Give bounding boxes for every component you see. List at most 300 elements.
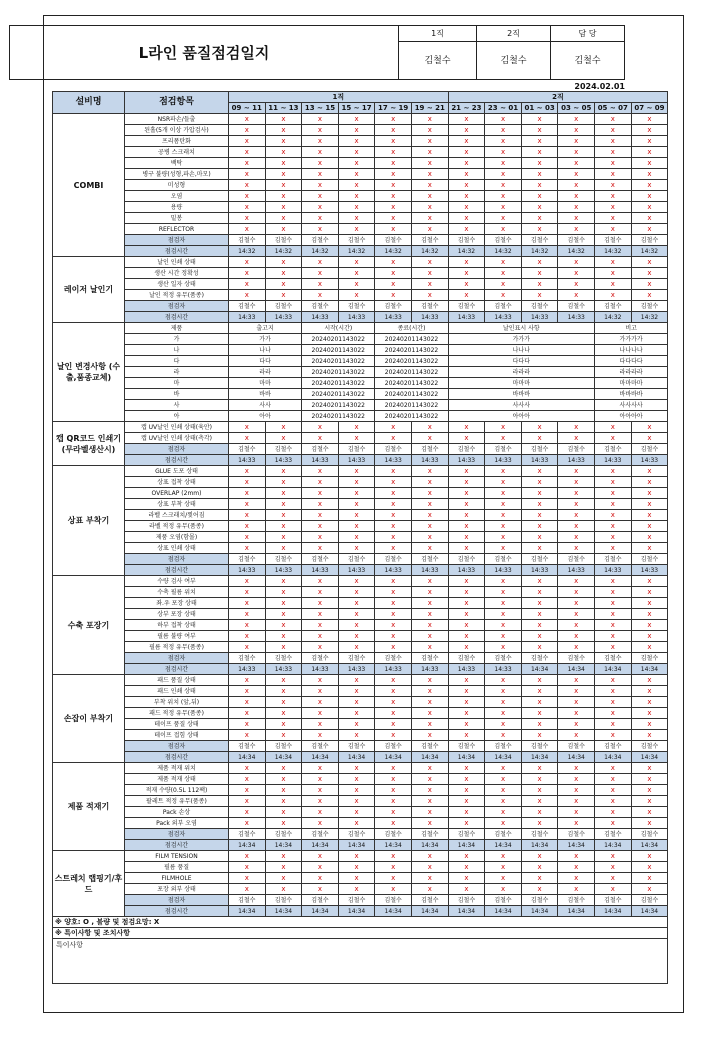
check-mark[interactable]: x [558, 697, 595, 708]
check-mark[interactable]: x [595, 620, 632, 631]
remarks-field[interactable]: 특이사항 [53, 939, 668, 984]
check-mark[interactable]: x [631, 708, 668, 719]
check-mark[interactable]: x [631, 543, 668, 554]
check-mark[interactable]: x [302, 279, 339, 290]
check-mark[interactable]: x [265, 257, 302, 268]
check-mark[interactable]: x [338, 598, 375, 609]
check-mark[interactable]: x [411, 147, 448, 158]
check-mark[interactable]: x [448, 675, 485, 686]
check-mark[interactable]: x [375, 477, 412, 488]
check-mark[interactable]: x [229, 730, 266, 741]
check-mark[interactable]: x [448, 224, 485, 235]
check-mark[interactable]: x [521, 202, 558, 213]
check-mark[interactable]: x [631, 213, 668, 224]
check-mark[interactable]: x [595, 147, 632, 158]
check-mark[interactable]: x [595, 532, 632, 543]
check-mark[interactable]: x [411, 477, 448, 488]
check-mark[interactable]: x [229, 609, 266, 620]
check-mark[interactable]: x [338, 785, 375, 796]
check-mark[interactable]: x [485, 521, 522, 532]
check-mark[interactable]: x [338, 642, 375, 653]
check-mark[interactable]: x [302, 708, 339, 719]
check-mark[interactable]: x [558, 114, 595, 125]
check-mark[interactable]: x [338, 873, 375, 884]
check-mark[interactable]: x [265, 510, 302, 521]
check-mark[interactable]: x [229, 532, 266, 543]
check-mark[interactable]: x [302, 224, 339, 235]
check-mark[interactable]: x [302, 785, 339, 796]
check-mark[interactable]: x [558, 169, 595, 180]
check-mark[interactable]: x [338, 686, 375, 697]
check-mark[interactable]: x [375, 499, 412, 510]
check-mark[interactable]: x [338, 719, 375, 730]
check-mark[interactable]: x [448, 818, 485, 829]
check-mark[interactable]: x [229, 180, 266, 191]
check-mark[interactable]: x [448, 521, 485, 532]
check-mark[interactable]: x [229, 499, 266, 510]
check-mark[interactable]: x [558, 675, 595, 686]
check-mark[interactable]: x [229, 642, 266, 653]
check-mark[interactable]: x [448, 488, 485, 499]
check-mark[interactable]: x [558, 686, 595, 697]
check-mark[interactable]: x [448, 532, 485, 543]
check-mark[interactable]: x [265, 477, 302, 488]
check-mark[interactable]: x [558, 477, 595, 488]
check-mark[interactable]: x [375, 708, 412, 719]
check-mark[interactable]: x [521, 125, 558, 136]
check-mark[interactable]: x [229, 158, 266, 169]
check-mark[interactable]: x [411, 708, 448, 719]
check-mark[interactable]: x [558, 202, 595, 213]
check-mark[interactable]: x [411, 279, 448, 290]
check-mark[interactable]: x [521, 169, 558, 180]
check-mark[interactable]: x [448, 730, 485, 741]
check-mark[interactable]: x [595, 433, 632, 444]
check-mark[interactable]: x [265, 268, 302, 279]
check-mark[interactable]: x [265, 169, 302, 180]
check-mark[interactable]: x [595, 466, 632, 477]
check-mark[interactable]: x [521, 268, 558, 279]
check-mark[interactable]: x [631, 763, 668, 774]
check-mark[interactable]: x [521, 818, 558, 829]
check-mark[interactable]: x [375, 202, 412, 213]
check-mark[interactable]: x [265, 884, 302, 895]
check-mark[interactable]: x [302, 191, 339, 202]
check-mark[interactable]: x [485, 169, 522, 180]
check-mark[interactable]: x [375, 862, 412, 873]
check-mark[interactable]: x [558, 466, 595, 477]
check-mark[interactable]: x [338, 818, 375, 829]
check-mark[interactable]: x [485, 290, 522, 301]
check-mark[interactable]: x [521, 620, 558, 631]
check-mark[interactable]: x [338, 147, 375, 158]
check-mark[interactable]: x [302, 620, 339, 631]
check-mark[interactable]: x [595, 763, 632, 774]
check-mark[interactable]: x [375, 796, 412, 807]
check-mark[interactable]: x [302, 257, 339, 268]
check-mark[interactable]: x [558, 609, 595, 620]
check-mark[interactable]: x [375, 136, 412, 147]
check-mark[interactable]: x [229, 686, 266, 697]
check-mark[interactable]: x [375, 290, 412, 301]
check-mark[interactable]: x [558, 158, 595, 169]
check-mark[interactable]: x [338, 631, 375, 642]
check-mark[interactable]: x [485, 587, 522, 598]
check-mark[interactable]: x [485, 609, 522, 620]
check-mark[interactable]: x [631, 785, 668, 796]
check-mark[interactable]: x [595, 708, 632, 719]
check-mark[interactable]: x [338, 213, 375, 224]
check-mark[interactable]: x [595, 697, 632, 708]
check-mark[interactable]: x [302, 180, 339, 191]
check-mark[interactable]: x [338, 488, 375, 499]
check-mark[interactable]: x [338, 477, 375, 488]
check-mark[interactable]: x [375, 851, 412, 862]
check-mark[interactable]: x [338, 158, 375, 169]
check-mark[interactable]: x [448, 169, 485, 180]
check-mark[interactable]: x [229, 521, 266, 532]
check-mark[interactable]: x [485, 488, 522, 499]
check-mark[interactable]: x [302, 543, 339, 554]
check-mark[interactable]: x [375, 620, 412, 631]
check-mark[interactable]: x [521, 433, 558, 444]
check-mark[interactable]: x [375, 169, 412, 180]
check-mark[interactable]: x [631, 202, 668, 213]
check-mark[interactable]: x [631, 686, 668, 697]
check-mark[interactable]: x [229, 851, 266, 862]
check-mark[interactable]: x [229, 543, 266, 554]
check-mark[interactable]: x [265, 488, 302, 499]
check-mark[interactable]: x [558, 532, 595, 543]
check-mark[interactable]: x [595, 807, 632, 818]
check-mark[interactable]: x [485, 499, 522, 510]
check-mark[interactable]: x [595, 785, 632, 796]
check-mark[interactable]: x [375, 598, 412, 609]
check-mark[interactable]: x [375, 279, 412, 290]
check-mark[interactable]: x [448, 499, 485, 510]
check-mark[interactable]: x [521, 257, 558, 268]
check-mark[interactable]: x [229, 257, 266, 268]
check-mark[interactable]: x [595, 290, 632, 301]
check-mark[interactable]: x [338, 114, 375, 125]
check-mark[interactable]: x [375, 158, 412, 169]
check-mark[interactable]: x [375, 818, 412, 829]
check-mark[interactable]: x [375, 213, 412, 224]
check-mark[interactable]: x [448, 466, 485, 477]
check-mark[interactable]: x [302, 884, 339, 895]
check-mark[interactable]: x [229, 114, 266, 125]
check-mark[interactable]: x [595, 114, 632, 125]
check-mark[interactable]: x [338, 510, 375, 521]
check-mark[interactable]: x [375, 697, 412, 708]
check-mark[interactable]: x [375, 510, 412, 521]
check-mark[interactable]: x [265, 576, 302, 587]
check-mark[interactable]: x [338, 576, 375, 587]
check-mark[interactable]: x [411, 521, 448, 532]
check-mark[interactable]: x [521, 543, 558, 554]
check-mark[interactable]: x [558, 774, 595, 785]
check-mark[interactable]: x [631, 268, 668, 279]
check-mark[interactable]: x [485, 697, 522, 708]
check-mark[interactable]: x [558, 191, 595, 202]
check-mark[interactable]: x [521, 719, 558, 730]
check-mark[interactable]: x [302, 576, 339, 587]
check-mark[interactable]: x [265, 642, 302, 653]
check-mark[interactable]: x [448, 213, 485, 224]
check-mark[interactable]: x [485, 620, 522, 631]
check-mark[interactable]: x [265, 279, 302, 290]
check-mark[interactable]: x [521, 598, 558, 609]
check-mark[interactable]: x [521, 675, 558, 686]
check-mark[interactable]: x [375, 587, 412, 598]
check-mark[interactable]: x [338, 862, 375, 873]
check-mark[interactable]: x [448, 191, 485, 202]
check-mark[interactable]: x [265, 796, 302, 807]
check-mark[interactable]: x [411, 114, 448, 125]
check-mark[interactable]: x [411, 543, 448, 554]
check-mark[interactable]: x [411, 466, 448, 477]
check-mark[interactable]: x [302, 719, 339, 730]
check-mark[interactable]: x [302, 499, 339, 510]
check-mark[interactable]: x [631, 642, 668, 653]
check-mark[interactable]: x [631, 169, 668, 180]
check-mark[interactable]: x [265, 180, 302, 191]
check-mark[interactable]: x [338, 708, 375, 719]
check-mark[interactable]: x [229, 631, 266, 642]
check-mark[interactable]: x [448, 180, 485, 191]
check-mark[interactable]: x [558, 598, 595, 609]
check-mark[interactable]: x [411, 774, 448, 785]
check-mark[interactable]: x [485, 125, 522, 136]
check-mark[interactable]: x [338, 796, 375, 807]
check-mark[interactable]: x [411, 180, 448, 191]
check-mark[interactable]: x [302, 169, 339, 180]
check-mark[interactable]: x [558, 708, 595, 719]
check-mark[interactable]: x [631, 884, 668, 895]
check-mark[interactable]: x [631, 125, 668, 136]
check-mark[interactable]: x [558, 576, 595, 587]
check-mark[interactable]: x [338, 180, 375, 191]
check-mark[interactable]: x [485, 158, 522, 169]
check-mark[interactable]: x [558, 257, 595, 268]
check-mark[interactable]: x [595, 598, 632, 609]
check-mark[interactable]: x [448, 587, 485, 598]
check-mark[interactable]: x [338, 774, 375, 785]
check-mark[interactable]: x [411, 202, 448, 213]
check-mark[interactable]: x [631, 598, 668, 609]
check-mark[interactable]: x [229, 147, 266, 158]
check-mark[interactable]: x [521, 884, 558, 895]
check-mark[interactable]: x [229, 466, 266, 477]
check-mark[interactable]: x [448, 873, 485, 884]
check-mark[interactable]: x [485, 686, 522, 697]
check-mark[interactable]: x [631, 609, 668, 620]
check-mark[interactable]: x [375, 884, 412, 895]
check-mark[interactable]: x [631, 730, 668, 741]
check-mark[interactable]: x [265, 521, 302, 532]
check-mark[interactable]: x [229, 125, 266, 136]
check-mark[interactable]: x [558, 642, 595, 653]
check-mark[interactable]: x [485, 147, 522, 158]
check-mark[interactable]: x [595, 543, 632, 554]
check-mark[interactable]: x [302, 642, 339, 653]
check-mark[interactable]: x [631, 807, 668, 818]
check-mark[interactable]: x [265, 675, 302, 686]
check-mark[interactable]: x [411, 642, 448, 653]
check-mark[interactable]: x [265, 125, 302, 136]
check-mark[interactable]: x [595, 862, 632, 873]
check-mark[interactable]: x [302, 774, 339, 785]
check-mark[interactable]: x [485, 631, 522, 642]
check-mark[interactable]: x [338, 422, 375, 433]
check-mark[interactable]: x [411, 290, 448, 301]
check-mark[interactable]: x [485, 224, 522, 235]
check-mark[interactable]: x [485, 730, 522, 741]
check-mark[interactable]: x [631, 180, 668, 191]
check-mark[interactable]: x [595, 675, 632, 686]
check-mark[interactable]: x [229, 213, 266, 224]
check-mark[interactable]: x [411, 719, 448, 730]
check-mark[interactable]: x [485, 477, 522, 488]
check-mark[interactable]: x [558, 873, 595, 884]
check-mark[interactable]: x [229, 598, 266, 609]
check-mark[interactable]: x [302, 136, 339, 147]
check-mark[interactable]: x [485, 807, 522, 818]
check-mark[interactable]: x [558, 818, 595, 829]
check-mark[interactable]: x [302, 290, 339, 301]
check-mark[interactable]: x [375, 422, 412, 433]
check-mark[interactable]: x [485, 180, 522, 191]
check-mark[interactable]: x [302, 422, 339, 433]
check-mark[interactable]: x [338, 587, 375, 598]
check-mark[interactable]: x [411, 433, 448, 444]
check-mark[interactable]: x [595, 477, 632, 488]
check-mark[interactable]: x [265, 785, 302, 796]
check-mark[interactable]: x [265, 763, 302, 774]
check-mark[interactable]: x [595, 224, 632, 235]
check-mark[interactable]: x [265, 873, 302, 884]
check-mark[interactable]: x [558, 730, 595, 741]
check-mark[interactable]: x [485, 796, 522, 807]
check-mark[interactable]: x [595, 125, 632, 136]
check-mark[interactable]: x [448, 268, 485, 279]
check-mark[interactable]: x [375, 675, 412, 686]
check-mark[interactable]: x [521, 631, 558, 642]
check-mark[interactable]: x [265, 719, 302, 730]
check-mark[interactable]: x [338, 763, 375, 774]
check-mark[interactable]: x [631, 191, 668, 202]
check-mark[interactable]: x [558, 796, 595, 807]
check-mark[interactable]: x [411, 873, 448, 884]
check-mark[interactable]: x [558, 279, 595, 290]
check-mark[interactable]: x [265, 433, 302, 444]
check-mark[interactable]: x [302, 598, 339, 609]
check-mark[interactable]: x [265, 499, 302, 510]
check-mark[interactable]: x [485, 136, 522, 147]
check-mark[interactable]: x [448, 620, 485, 631]
check-mark[interactable]: x [338, 807, 375, 818]
check-mark[interactable]: x [448, 543, 485, 554]
check-mark[interactable]: x [229, 719, 266, 730]
check-mark[interactable]: x [595, 169, 632, 180]
check-mark[interactable]: x [229, 763, 266, 774]
check-mark[interactable]: x [411, 532, 448, 543]
check-mark[interactable]: x [411, 675, 448, 686]
check-mark[interactable]: x [375, 114, 412, 125]
check-mark[interactable]: x [229, 697, 266, 708]
check-mark[interactable]: x [595, 719, 632, 730]
check-mark[interactable]: x [411, 620, 448, 631]
check-mark[interactable]: x [229, 587, 266, 598]
check-mark[interactable]: x [302, 796, 339, 807]
check-mark[interactable]: x [229, 785, 266, 796]
check-mark[interactable]: x [229, 620, 266, 631]
check-mark[interactable]: x [411, 488, 448, 499]
check-mark[interactable]: x [265, 466, 302, 477]
check-mark[interactable]: x [411, 169, 448, 180]
check-mark[interactable]: x [338, 884, 375, 895]
check-mark[interactable]: x [558, 719, 595, 730]
check-mark[interactable]: x [265, 202, 302, 213]
check-mark[interactable]: x [448, 279, 485, 290]
check-mark[interactable]: x [558, 851, 595, 862]
check-mark[interactable]: x [338, 675, 375, 686]
check-mark[interactable]: x [265, 708, 302, 719]
check-mark[interactable]: x [485, 213, 522, 224]
check-mark[interactable]: x [448, 884, 485, 895]
check-mark[interactable]: x [229, 675, 266, 686]
check-mark[interactable]: x [338, 169, 375, 180]
check-mark[interactable]: x [558, 499, 595, 510]
check-mark[interactable]: x [448, 631, 485, 642]
check-mark[interactable]: x [375, 807, 412, 818]
check-mark[interactable]: x [302, 532, 339, 543]
check-mark[interactable]: x [338, 202, 375, 213]
check-mark[interactable]: x [375, 180, 412, 191]
check-mark[interactable]: x [338, 125, 375, 136]
check-mark[interactable]: x [485, 763, 522, 774]
check-mark[interactable]: x [595, 642, 632, 653]
check-mark[interactable]: x [448, 290, 485, 301]
check-mark[interactable]: x [631, 697, 668, 708]
check-mark[interactable]: x [558, 543, 595, 554]
check-mark[interactable]: x [375, 642, 412, 653]
check-mark[interactable]: x [631, 675, 668, 686]
check-mark[interactable]: x [375, 532, 412, 543]
check-mark[interactable]: x [448, 158, 485, 169]
check-mark[interactable]: x [521, 532, 558, 543]
check-mark[interactable]: x [375, 785, 412, 796]
check-mark[interactable]: x [631, 774, 668, 785]
check-mark[interactable]: x [485, 422, 522, 433]
check-mark[interactable]: x [595, 488, 632, 499]
check-mark[interactable]: x [448, 147, 485, 158]
check-mark[interactable]: x [485, 873, 522, 884]
check-mark[interactable]: x [631, 587, 668, 598]
check-mark[interactable]: x [595, 851, 632, 862]
check-mark[interactable]: x [631, 224, 668, 235]
check-mark[interactable]: x [411, 499, 448, 510]
check-mark[interactable]: x [265, 818, 302, 829]
check-mark[interactable]: x [521, 279, 558, 290]
check-mark[interactable]: x [411, 191, 448, 202]
check-mark[interactable]: x [631, 576, 668, 587]
check-mark[interactable]: x [595, 521, 632, 532]
check-mark[interactable]: x [448, 257, 485, 268]
check-mark[interactable]: x [375, 147, 412, 158]
check-mark[interactable]: x [521, 477, 558, 488]
check-mark[interactable]: x [558, 521, 595, 532]
